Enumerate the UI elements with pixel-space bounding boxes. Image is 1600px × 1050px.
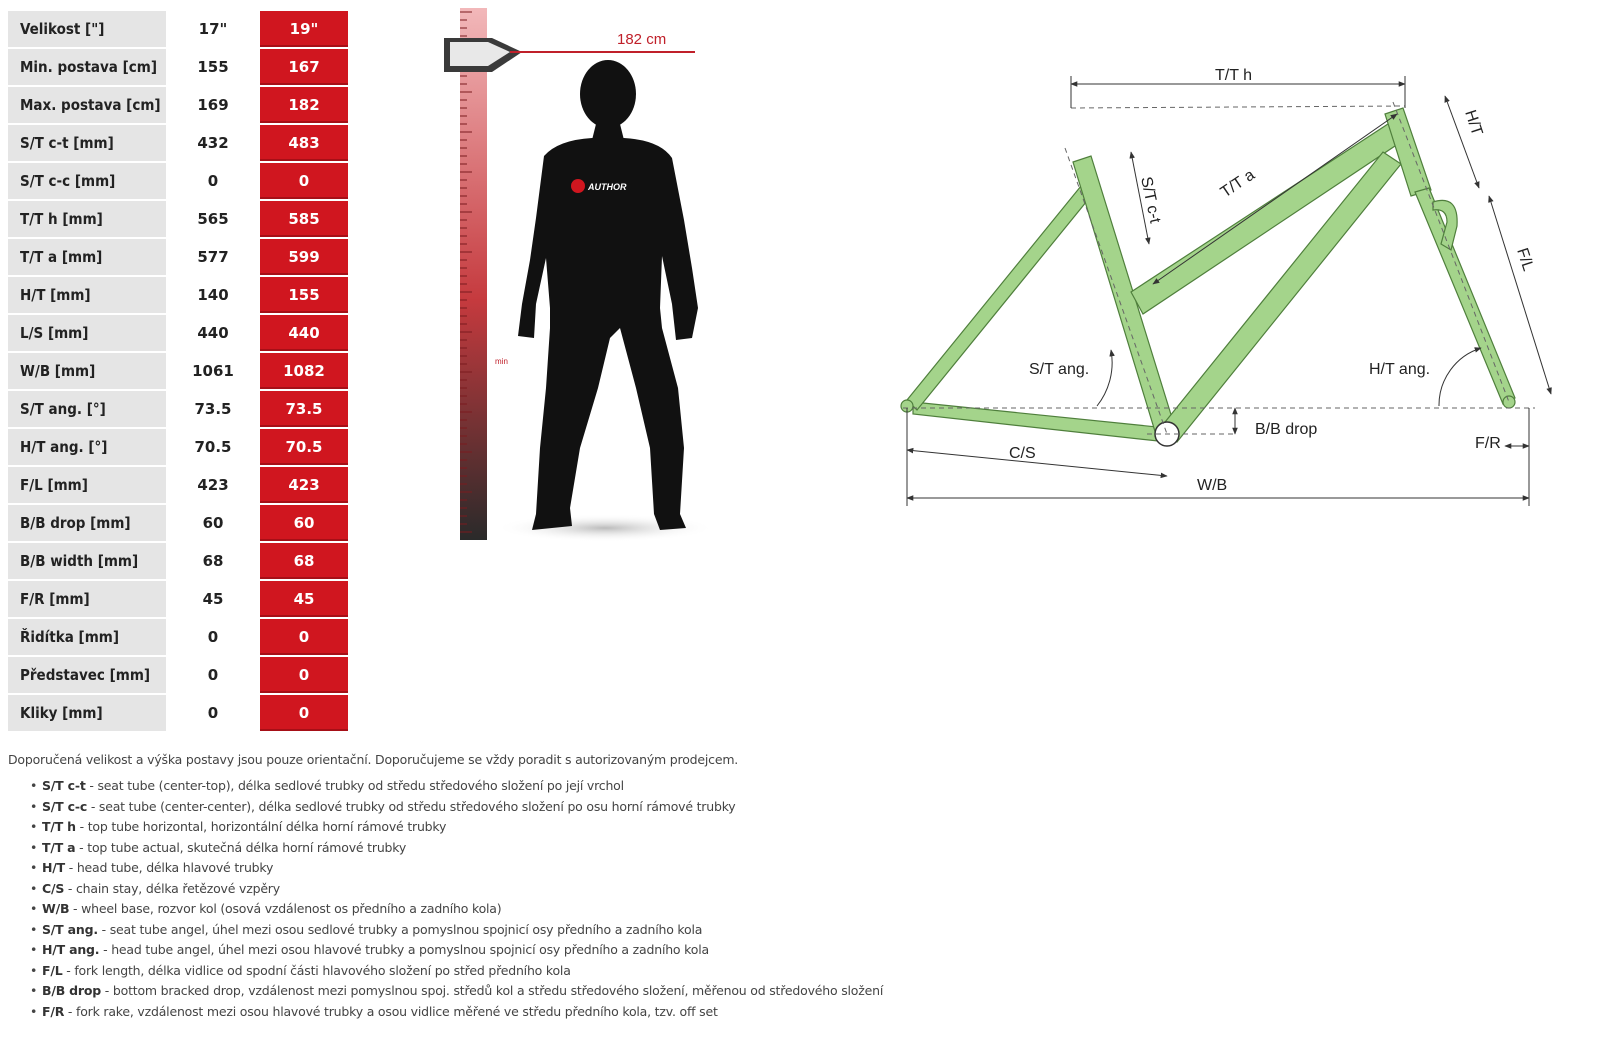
- size-17-value: 1061: [192, 362, 234, 380]
- list-item: [8, 817, 1008, 838]
- top-tube: [1131, 122, 1401, 314]
- note-abbreviation: W/B: [42, 901, 70, 916]
- label-fl: F/L: [1513, 245, 1537, 274]
- bullet-icon: •: [30, 880, 38, 896]
- note-description: - chain stay, délka řetězové vzpěry: [64, 880, 280, 896]
- note-description: - top tube actual, skutečná délka horní rámové trubky: [75, 839, 407, 855]
- head-tube: [1385, 108, 1431, 196]
- row-label: Kliky [mm]: [8, 695, 166, 731]
- row-label: B/B drop [mm]: [8, 505, 166, 541]
- size-19-value: 70.5: [260, 429, 348, 465]
- size-19-value: 45: [260, 581, 348, 617]
- size-19-value: 0: [260, 619, 348, 655]
- label-cs: C/S: [1009, 445, 1036, 462]
- size-19-value: 60: [260, 505, 348, 541]
- min-label: min: [495, 357, 508, 366]
- size-19-value: 585: [260, 201, 348, 237]
- note-description: - seat tube (center-center), délka sedlové trubky od středu středového složení po osu horní rámové trubky: [87, 798, 736, 814]
- height-ruler-svg: [440, 8, 710, 548]
- size-19-value: 19": [260, 11, 348, 47]
- size-17-value: 0: [207, 704, 219, 722]
- row-label: Max. postava [cm]: [8, 87, 166, 123]
- size-17-value: 68: [202, 552, 224, 570]
- note-abbreviation: S/T c-c: [42, 798, 88, 814]
- size-17-value: 432: [197, 134, 229, 152]
- size-19-value: 423: [260, 467, 348, 503]
- size-17-value: 565: [197, 210, 229, 228]
- height-label: 182 cm: [617, 31, 667, 48]
- note-abbreviation: S/T ang.: [42, 921, 98, 937]
- height-ruler-figure: [440, 8, 710, 548]
- bullet-icon: •: [30, 901, 38, 916]
- note-description: - fork rake, vzdálenost mezi osou hlavové trubky a osou vidlice měřené ve středu předního kola, tzv. off set: [64, 1003, 718, 1019]
- bullet-icon: •: [30, 921, 38, 937]
- list-item: [8, 961, 1008, 982]
- size-19-value: 182: [260, 87, 348, 123]
- list-item: [8, 858, 1008, 879]
- row-label: S/T c-t [mm]: [8, 125, 166, 161]
- list-item: [8, 920, 1008, 941]
- list-item: [8, 879, 1008, 900]
- label-ht-ang: H/T ang.: [1369, 361, 1431, 378]
- size-17-value: 169: [197, 96, 229, 114]
- frame-geometry-diagram: [885, 58, 1575, 518]
- list-item: [8, 940, 1008, 961]
- bullet-icon: •: [30, 942, 38, 957]
- list-item: [8, 899, 1008, 920]
- row-label: H/T [mm]: [8, 277, 166, 313]
- note-abbreviation: F/L: [42, 962, 63, 978]
- label-ht: H/T: [1461, 107, 1486, 138]
- size-17-value: 70.5: [194, 438, 232, 456]
- row-label: S/T ang. [°]: [8, 391, 166, 427]
- size-19-value: 155: [260, 277, 348, 313]
- abbreviation-list: [8, 776, 1008, 1022]
- label-st-ang: S/T ang.: [1029, 361, 1090, 378]
- label-bb-drop: B/B drop: [1255, 421, 1318, 438]
- note-description: - head tube angel, úhel mezi osou hlavové trubky a pomyslnou spojnicí osy předního a zadního kola: [99, 942, 709, 957]
- size-17-value: 423: [197, 476, 229, 494]
- size-17-value: 45: [202, 590, 224, 608]
- size-19-value: 599: [260, 239, 348, 275]
- frame-svg: [885, 58, 1575, 518]
- row-label: F/L [mm]: [8, 467, 166, 503]
- row-label: H/T ang. [°]: [8, 429, 166, 465]
- list-item: [8, 797, 1008, 818]
- list-item: [8, 776, 1008, 797]
- row-label: W/B [mm]: [8, 353, 166, 389]
- bullet-icon: •: [30, 983, 38, 998]
- label-fr: F/R: [1475, 435, 1501, 452]
- list-item: [8, 838, 1008, 859]
- size-19-value: 167: [260, 49, 348, 85]
- list-item: [8, 981, 1008, 1002]
- row-label: B/B width [mm]: [8, 543, 166, 579]
- row-label: F/R [mm]: [8, 581, 166, 617]
- note-description: - seat tube angel, úhel mezi osou sedlové trubky a pomyslnou spojnicí osy předního a zadního kola: [97, 921, 703, 937]
- label-tt-a: T/T a: [1217, 166, 1258, 202]
- label-st-ct: S/T c-t: [1137, 175, 1164, 225]
- size-17-value: 577: [197, 248, 229, 266]
- size-17-value: 440: [197, 324, 229, 342]
- size-17-value: 73.5: [194, 400, 232, 418]
- bullet-icon: •: [30, 962, 38, 978]
- bullet-icon: •: [30, 798, 38, 814]
- author-logo-icon: [571, 179, 585, 193]
- size-17-value: 0: [207, 628, 219, 646]
- notes-section: [8, 752, 1008, 1022]
- size-17-value: 0: [207, 666, 219, 684]
- size-19-value: 483: [260, 125, 348, 161]
- size-19-value: 73.5: [260, 391, 348, 427]
- frame-tubes: [907, 108, 1515, 442]
- note-abbreviation: H/T ang.: [42, 942, 100, 957]
- size-17-value: 17": [198, 20, 228, 38]
- note-description: - seat tube (center-top), délka sedlové trubky od středu středového složení po její vrchol: [85, 778, 624, 793]
- note-description: - bottom bracked drop, vzdálenost mezi pomyslnou spoj. středů kol a středu středového složení, měřenou od středového složení: [101, 983, 884, 998]
- size-17-value: 0: [207, 172, 219, 190]
- row-label: Představec [mm]: [8, 657, 166, 693]
- row-label: Velikost ["]: [8, 11, 166, 47]
- size-19-value: 0: [260, 163, 348, 199]
- size-19-value: 0: [260, 695, 348, 731]
- size-17-value: 140: [197, 286, 229, 304]
- size-19-value: 1082: [260, 353, 348, 389]
- row-label: T/T a [mm]: [8, 239, 166, 275]
- label-tt-h: T/T h: [1215, 67, 1253, 84]
- size-19-value: 68: [260, 543, 348, 579]
- brand-label: AUTHOR: [588, 182, 627, 192]
- note-abbreviation: B/B drop: [42, 983, 102, 998]
- size-17-value: 155: [197, 58, 229, 76]
- front-dropout: [1503, 396, 1515, 408]
- note-description: - head tube, délka hlavové trubky: [64, 860, 274, 875]
- note-description: - top tube horizontal, horizontální délka horní rámové trubky: [75, 819, 447, 834]
- bullet-icon: •: [30, 819, 38, 834]
- note-abbreviation: T/T a: [42, 839, 76, 855]
- bullet-icon: •: [30, 839, 38, 855]
- note-abbreviation: C/S: [42, 880, 65, 896]
- row-label: Min. postava [cm]: [8, 49, 166, 85]
- bullet-icon: •: [30, 860, 38, 875]
- bullet-icon: •: [30, 1003, 38, 1019]
- notes-intro: Doporučená velikost a výška postavy jsou pouze orientační. Doporučujeme se vždy poradit s autorizovaným prodejcem.: [8, 752, 739, 767]
- person-silhouette: [518, 60, 698, 530]
- note-description: - wheel base, rozvor kol (osová vzdálenost os předního a zadního kola): [69, 901, 502, 916]
- row-label: Řidítka [mm]: [8, 619, 166, 655]
- note-abbreviation: H/T: [42, 860, 65, 875]
- note-description: - fork length, délka vidlice od spodní části hlavového složení po střed předního kola: [62, 962, 571, 978]
- note-abbreviation: T/T h: [42, 819, 76, 834]
- row-label: S/T c-c [mm]: [8, 163, 166, 199]
- row-label: T/T h [mm]: [8, 201, 166, 237]
- list-item: [8, 1002, 1008, 1023]
- note-abbreviation: F/R: [42, 1003, 65, 1019]
- bullet-icon: •: [30, 778, 38, 793]
- note-abbreviation: S/T c-t: [42, 778, 86, 793]
- label-wb: W/B: [1197, 477, 1228, 494]
- size-19-value: 440: [260, 315, 348, 351]
- row-label: L/S [mm]: [8, 315, 166, 351]
- size-19-value: 0: [260, 657, 348, 693]
- size-17-value: 60: [202, 514, 224, 532]
